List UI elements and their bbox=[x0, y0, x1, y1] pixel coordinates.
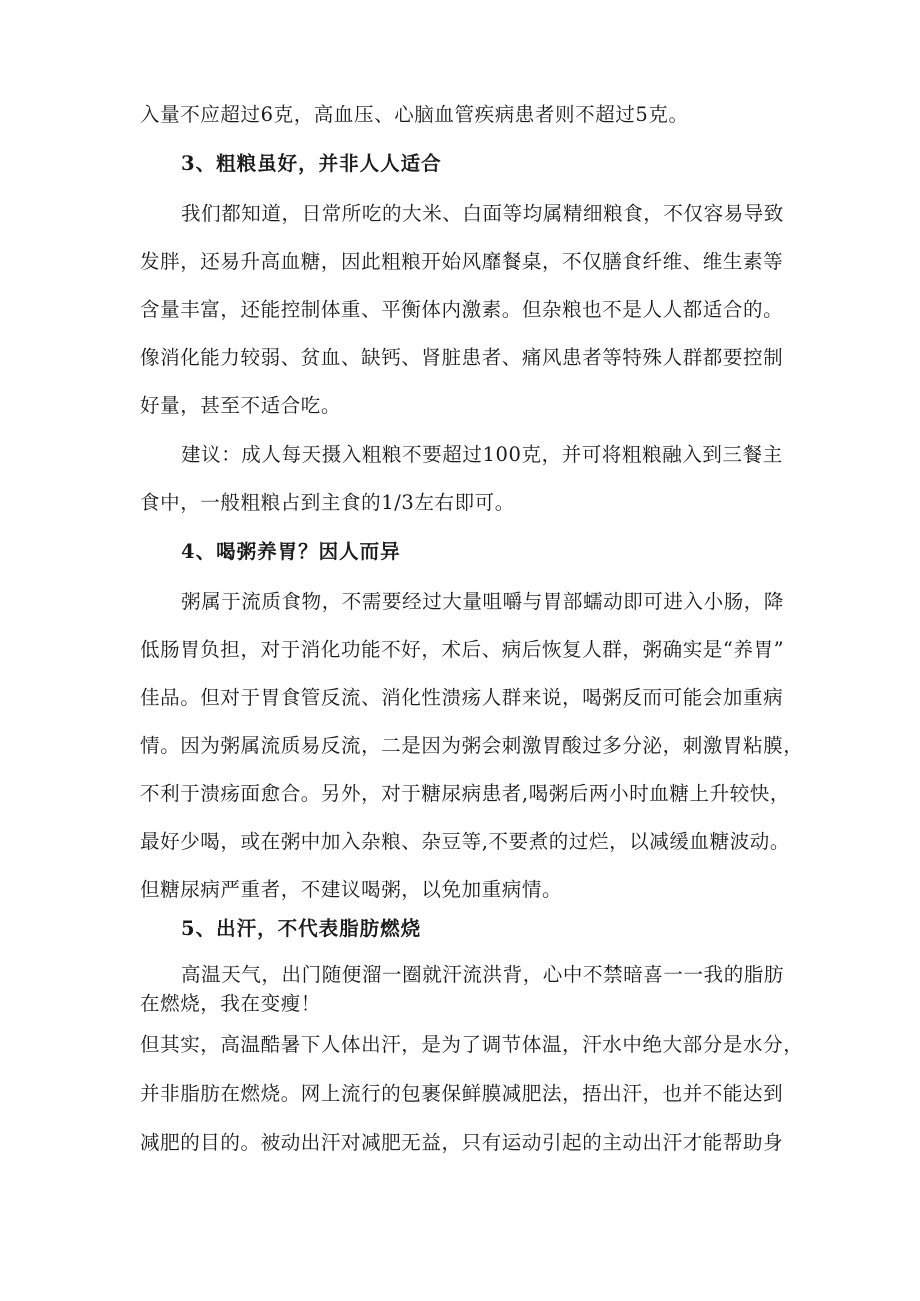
section-heading: 3、粗粮虽好，并非人人适合 bbox=[181, 152, 442, 175]
text-line: 入量不应超过6克，高血压、心脑血管疾病患者则不超过5克。 bbox=[140, 103, 689, 126]
text-line: 但糖尿病严重者，不建议喝粥，以免加重病情。 bbox=[140, 878, 563, 901]
text-line: 粥属于流质食物，不需要经过大量咀嚼与胃部蠕动即可进入小肠，降 bbox=[181, 590, 785, 613]
text-line: 像消化能力较弱、贫血、缺钙、肾脏患者、痛风患者等特殊人群都要控制 bbox=[140, 346, 784, 369]
text-line: 建议：成人每天摄入粗粮不要超过100克，并可将粗粮融入到三餐主 bbox=[181, 443, 783, 466]
text-line: 佳品。但对于胃食管反流、消化性溃疡人群来说，喝粥反而可能会加重病 bbox=[140, 686, 784, 709]
text-line: 发胖，还易升高血糖，因此粗粮开始风靡餐桌，不仅膳食纤维、维生素等 bbox=[140, 250, 784, 273]
text-line: 减肥的目的。被动出汗对减肥无益，只有运动引起的主动出汗才能帮助身 bbox=[140, 1131, 784, 1154]
section-heading: 5、出汗，不代表脂肪燃烧 bbox=[181, 917, 422, 940]
text-line: 最好少喝，或在粥中加入杂粮、杂豆等,不要煮的过烂，以减缓血糖波动。 bbox=[140, 830, 790, 853]
text-line: 低肠胃负担，对于消化功能不好，术后、病后恢复人群，粥确实是“养胃” bbox=[140, 638, 785, 661]
text-line: 在燃烧，我在变瘦！ bbox=[140, 992, 321, 1015]
text-line: 含量丰富，还能控制体重、平衡体内激素。但杂粮也不是人人都适合的。 bbox=[140, 298, 784, 321]
text-line: 但其实，高温酷暑下人体出汗，是为了调节体温，汗水中绝大部分是水分， bbox=[140, 1033, 804, 1056]
text-line: 情。因为粥属流质易反流，二是因为粥会刺激胃酸过多分泌，刺激胃粘膜， bbox=[140, 734, 804, 757]
text-line: 好量，甚至不适合吃。 bbox=[140, 394, 342, 417]
text-line: 高温天气，出门随便溜一圈就汗流洪背，心中不禁暗喜一一我的脂肪 bbox=[181, 963, 785, 986]
text-line: 食中，一般粗粮占到主食的1/3左右即可。 bbox=[140, 491, 515, 514]
text-line: 不利于溃疡面愈合。另外，对于糖尿病患者,喝粥后两小时血糖上升较快， bbox=[140, 782, 790, 805]
text-line: 我们都知道，日常所吃的大米、白面等均属精细粮食，不仅容易导致 bbox=[181, 202, 785, 225]
section-heading: 4、喝粥养胃？因人而异 bbox=[181, 540, 401, 563]
text-line: 并非脂肪在燃烧。网上流行的包裹保鲜膜减肥法，捂出汗，也并不能达到 bbox=[140, 1082, 784, 1105]
